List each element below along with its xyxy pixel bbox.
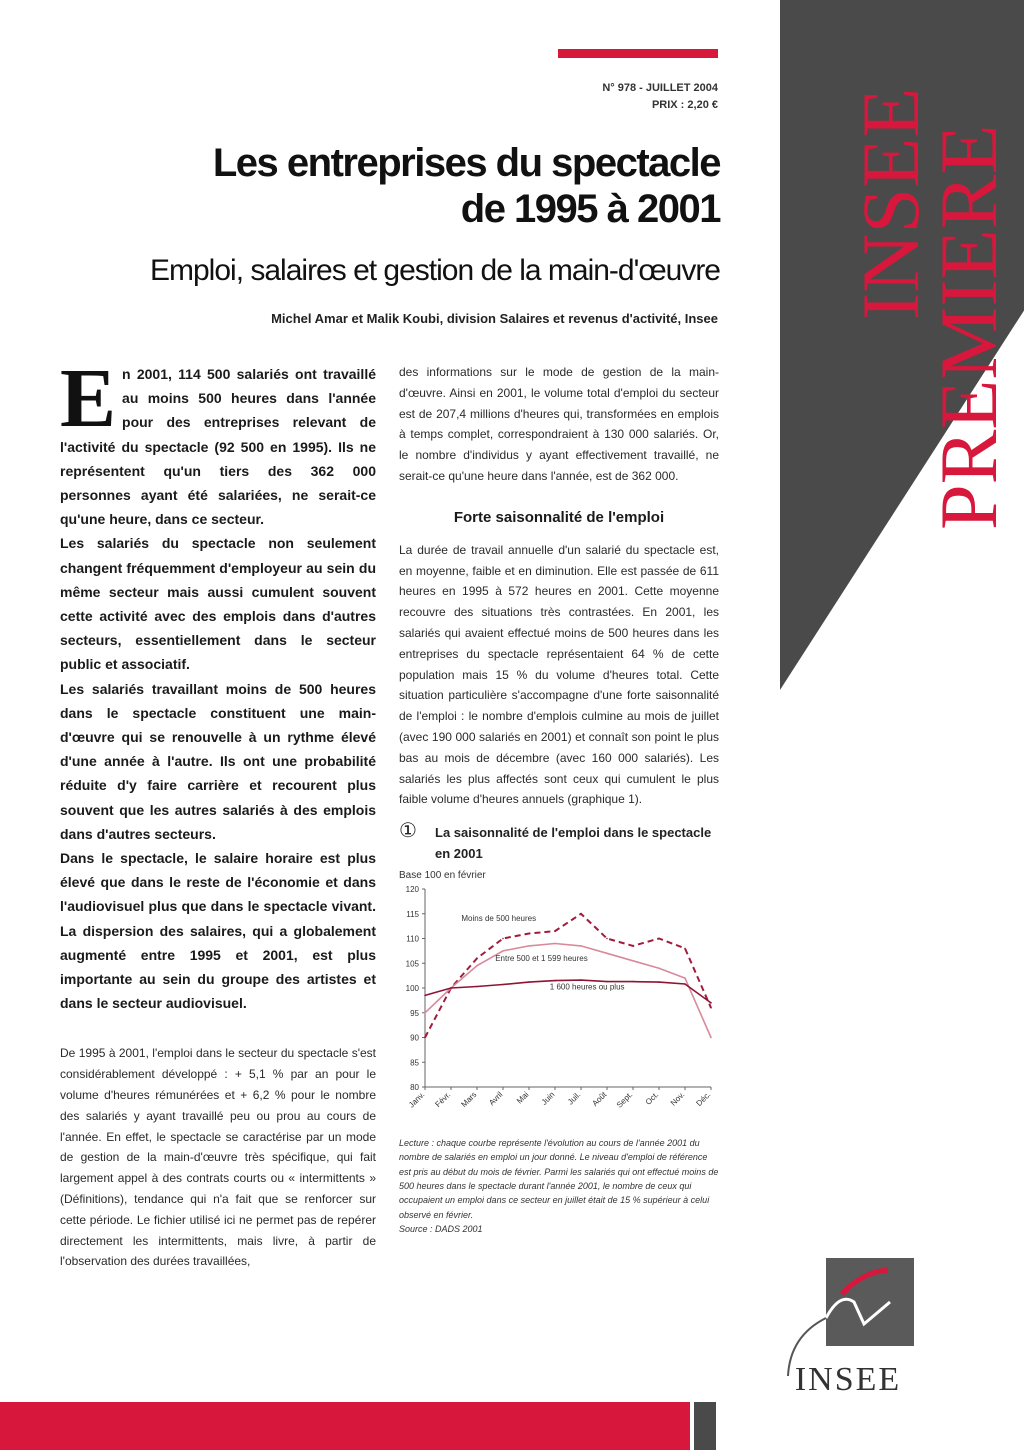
issue-info (500, 80, 718, 114)
series-point-1 (606, 953, 608, 955)
series-point-2 (580, 979, 582, 981)
lead-paragraph-3: Les salariés travaillant moins de 500 heures dans le spectacle constituent une main-d'œuvre qui se renouvelle à un rythme élevé d'une année à l'autre. Ils ont une probabilité réduite d'y faire carrière et recourent plus souvent que les autres salariés à des emplois dans d'autres secteurs. (60, 680, 376, 842)
footer-gray-bar (694, 1402, 716, 1450)
series-point-2 (632, 981, 634, 983)
series-point-0 (554, 930, 556, 932)
series-line-0 (425, 914, 711, 1038)
series-point-2 (450, 987, 452, 989)
right-column (399, 362, 719, 1236)
series-point-2 (424, 995, 426, 997)
x-tick-label: Mars (459, 1090, 479, 1110)
x-tick-label: Août (590, 1090, 609, 1109)
y-tick-label: 90 (410, 1033, 419, 1043)
x-tick-label: Déc. (694, 1090, 713, 1109)
series-point-0 (658, 938, 660, 940)
chart-number: ① (399, 820, 417, 843)
series-point-1 (632, 960, 634, 962)
lead-paragraph-4: Dans le spectacle, le salaire horaire est plus élevé que dans le reste de l'économie et dans l'audiovisuel plus que dans le spectacle vivant. La dispersion des salaires, qui a globalement augmenté entre 1995 et 2001, est plus importante au sein du groupe des artistes et dans le secteur audiovisuel. (60, 850, 376, 1012)
y-tick-label: 100 (405, 984, 419, 994)
series-point-1 (476, 965, 478, 967)
series-label-1: Entre 500 et 1 599 heures (495, 953, 588, 963)
x-tick-label: Juin (539, 1090, 557, 1107)
chart-reading-note: Lecture : chaque courbe représente l'évolution au cours de l'année 2001 du nombre de salariés en emploi un jour donné. Le niveau d'emploi de référence est pris au début du mois de février. Parmi les salariés qui ont effectué moins de 500 heures dans le spectacle durant l'année 2001, le nombre de ceux qui occupaient un emploi dans ce secteur en juillet était de 15 % supérieur à celui observé en février. (399, 1138, 719, 1220)
chart-base-label: Base 100 en février (399, 870, 486, 882)
footer-red-bar (0, 1402, 690, 1450)
series-point-2 (658, 981, 660, 983)
series-point-0 (632, 945, 634, 947)
section-heading: Forte saisonnalité de l'emploi (453, 508, 665, 526)
left-column (60, 352, 376, 1272)
accent-bar (558, 49, 718, 58)
series-point-0 (684, 948, 686, 950)
series-point-2 (710, 1002, 712, 1004)
series-point-2 (476, 986, 478, 988)
series-point-1 (580, 945, 582, 947)
series-point-1 (684, 977, 686, 979)
x-tick-label: Juil. (565, 1090, 583, 1107)
series-label-0: Moins de 500 heures (461, 914, 537, 924)
series-point-0 (476, 958, 478, 960)
seasonality-line-chart (399, 881, 719, 1131)
series-point-1 (658, 968, 660, 970)
body-paragraph-right-2: La durée de travail annuelle d'un salarié du spectacle est, en moyenne, faible et en diminution. Elle est passée de 611 heures en 1995 à 572 heures en 2001. Cette moyenne recouvre des situations très contrastées. En 2001, les salariés qui avaient effectué moins de 500 heures dans les entreprises du spectacle représentaient 64 % de cette population mais 15 % du volume d'heures total. Cette situation particulière s'accompagne d'une forte saisonnalité de l'emploi : le nombre d'emplois culmine au mois de juillet (avec 190 000 salariés en 2001) et connaît son point le plus bas au mois de décembre (avec 160 000 salariés). Les salariés les plus affectés sont ceux qui cumulent le plus faible volume d'heures annuels (graphique 1). (399, 542, 719, 807)
insee-logo (782, 1258, 914, 1398)
series-label-2: 1 600 heures ou plus (549, 982, 625, 992)
series-point-2 (502, 984, 504, 986)
lead-paragraph-2: Les salariés du spectacle non seulement changent fréquemment d'employeur au sein du même secteur mais aussi cumulent souvent cette activité avec des emplois dans d'autres secteurs, essentiellement dans le secteur public et associatif. (60, 535, 376, 673)
series-point-0 (710, 1007, 712, 1009)
y-tick-label: 105 (405, 959, 419, 969)
x-tick-label: Janv. (406, 1090, 427, 1110)
issue-number: N° 978 - JUILLET 2004 (602, 82, 718, 94)
x-tick-label: Févr. (433, 1090, 453, 1110)
y-tick-label: 80 (410, 1083, 419, 1093)
chart-title: La saisonnalité de l'emploi dans le spectacle en 2001 (435, 825, 712, 862)
y-tick-label: 120 (405, 885, 419, 895)
series-point-2 (684, 983, 686, 985)
series-point-1 (554, 943, 556, 945)
page-title (120, 140, 720, 232)
brand-line-premiere: PREMIERE (923, 124, 1010, 530)
lead-text-1: n 2001, 114 500 salariés ont travaillé au moins 500 heures dans l'année pour des entreprises relevant de l'activité du spectacle (92 500 en 1995). Ils ne représentent qu'un tiers des 362 000 personnes ayant été salariées, ne serait-ce qu'une heure, dans ce secteur. (60, 366, 376, 528)
y-tick-label: 85 (410, 1058, 419, 1068)
series-point-0 (502, 938, 504, 940)
body-paragraph-right-1: des informations sur le mode de gestion de la main-d'œuvre. Ainsi en 2001, le volume total d'emploi du secteur est de 207,4 millions d'heures qui, transformées en emplois à temps complet, correspondraient à 130 000 salariés. Or, le nombre d'individus y ayant effectivement travaillé, ne serait-ce qu'une heure dans l'année, est de 362 000. (399, 365, 719, 483)
x-tick-label: Nov. (668, 1090, 687, 1108)
series-point-0 (528, 933, 530, 935)
brand-vertical-title (850, 40, 1010, 560)
authors: Michel Amar et Malik Koubi, division Salaires et revenus d'activité, Insee (271, 311, 718, 326)
y-tick-label: 95 (410, 1008, 419, 1018)
title-line-2: de 1995 à 2001 (460, 187, 720, 231)
series-point-2 (528, 981, 530, 983)
series-point-1 (710, 1037, 712, 1039)
lead-paragraph-1 (60, 352, 376, 531)
chart-heading (399, 822, 719, 864)
x-tick-label: Mai (514, 1090, 531, 1106)
logo-text: INSEE (794, 1361, 902, 1398)
body-paragraph-left: De 1995 à 2001, l'emploi dans le secteur du spectacle s'est considérablement développé : + 5,1 % par an pour le volume d'heures rémunérées et + 6,2 % pour le nombre des salariés y ayant travaillé peu ou prou au cours de l'année. En effet, le spectacle se caractérise par un mode de gestion de la main-d'œuvre très spécifique, qui fait largement appel à des contrats courts ou « intermittents » (Définitions), tendance qui n'a fait que se renforcer sur cette période. Le fichier utilisé ici ne permet pas de repérer directement les intermittents, mais livre, à partir de l'observation des durées travaillées, (60, 1046, 376, 1269)
x-tick-label: Oct. (643, 1090, 661, 1107)
series-point-2 (554, 980, 556, 982)
series-point-0 (606, 938, 608, 940)
y-tick-label: 115 (406, 909, 419, 919)
chart-source: Source : DADS 2001 (399, 1223, 483, 1234)
issue-price: PRIX : 2,20 € (651, 99, 718, 111)
y-tick-label: 110 (406, 934, 419, 944)
series-point-1 (424, 1012, 426, 1014)
dropcap: E (60, 352, 117, 445)
x-tick-label: Avril (487, 1090, 505, 1108)
series-point-0 (580, 913, 582, 915)
page-subtitle: Emploi, salaires et gestion de la main-d'œuvre (150, 254, 720, 287)
brand-line-insee: INSEE (850, 87, 936, 320)
series-point-1 (528, 945, 530, 947)
series-point-1 (502, 950, 504, 952)
x-tick-label: Sept. (614, 1090, 635, 1110)
title-line-1: Les entreprises du spectacle (212, 141, 720, 185)
series-point-0 (424, 1037, 426, 1039)
